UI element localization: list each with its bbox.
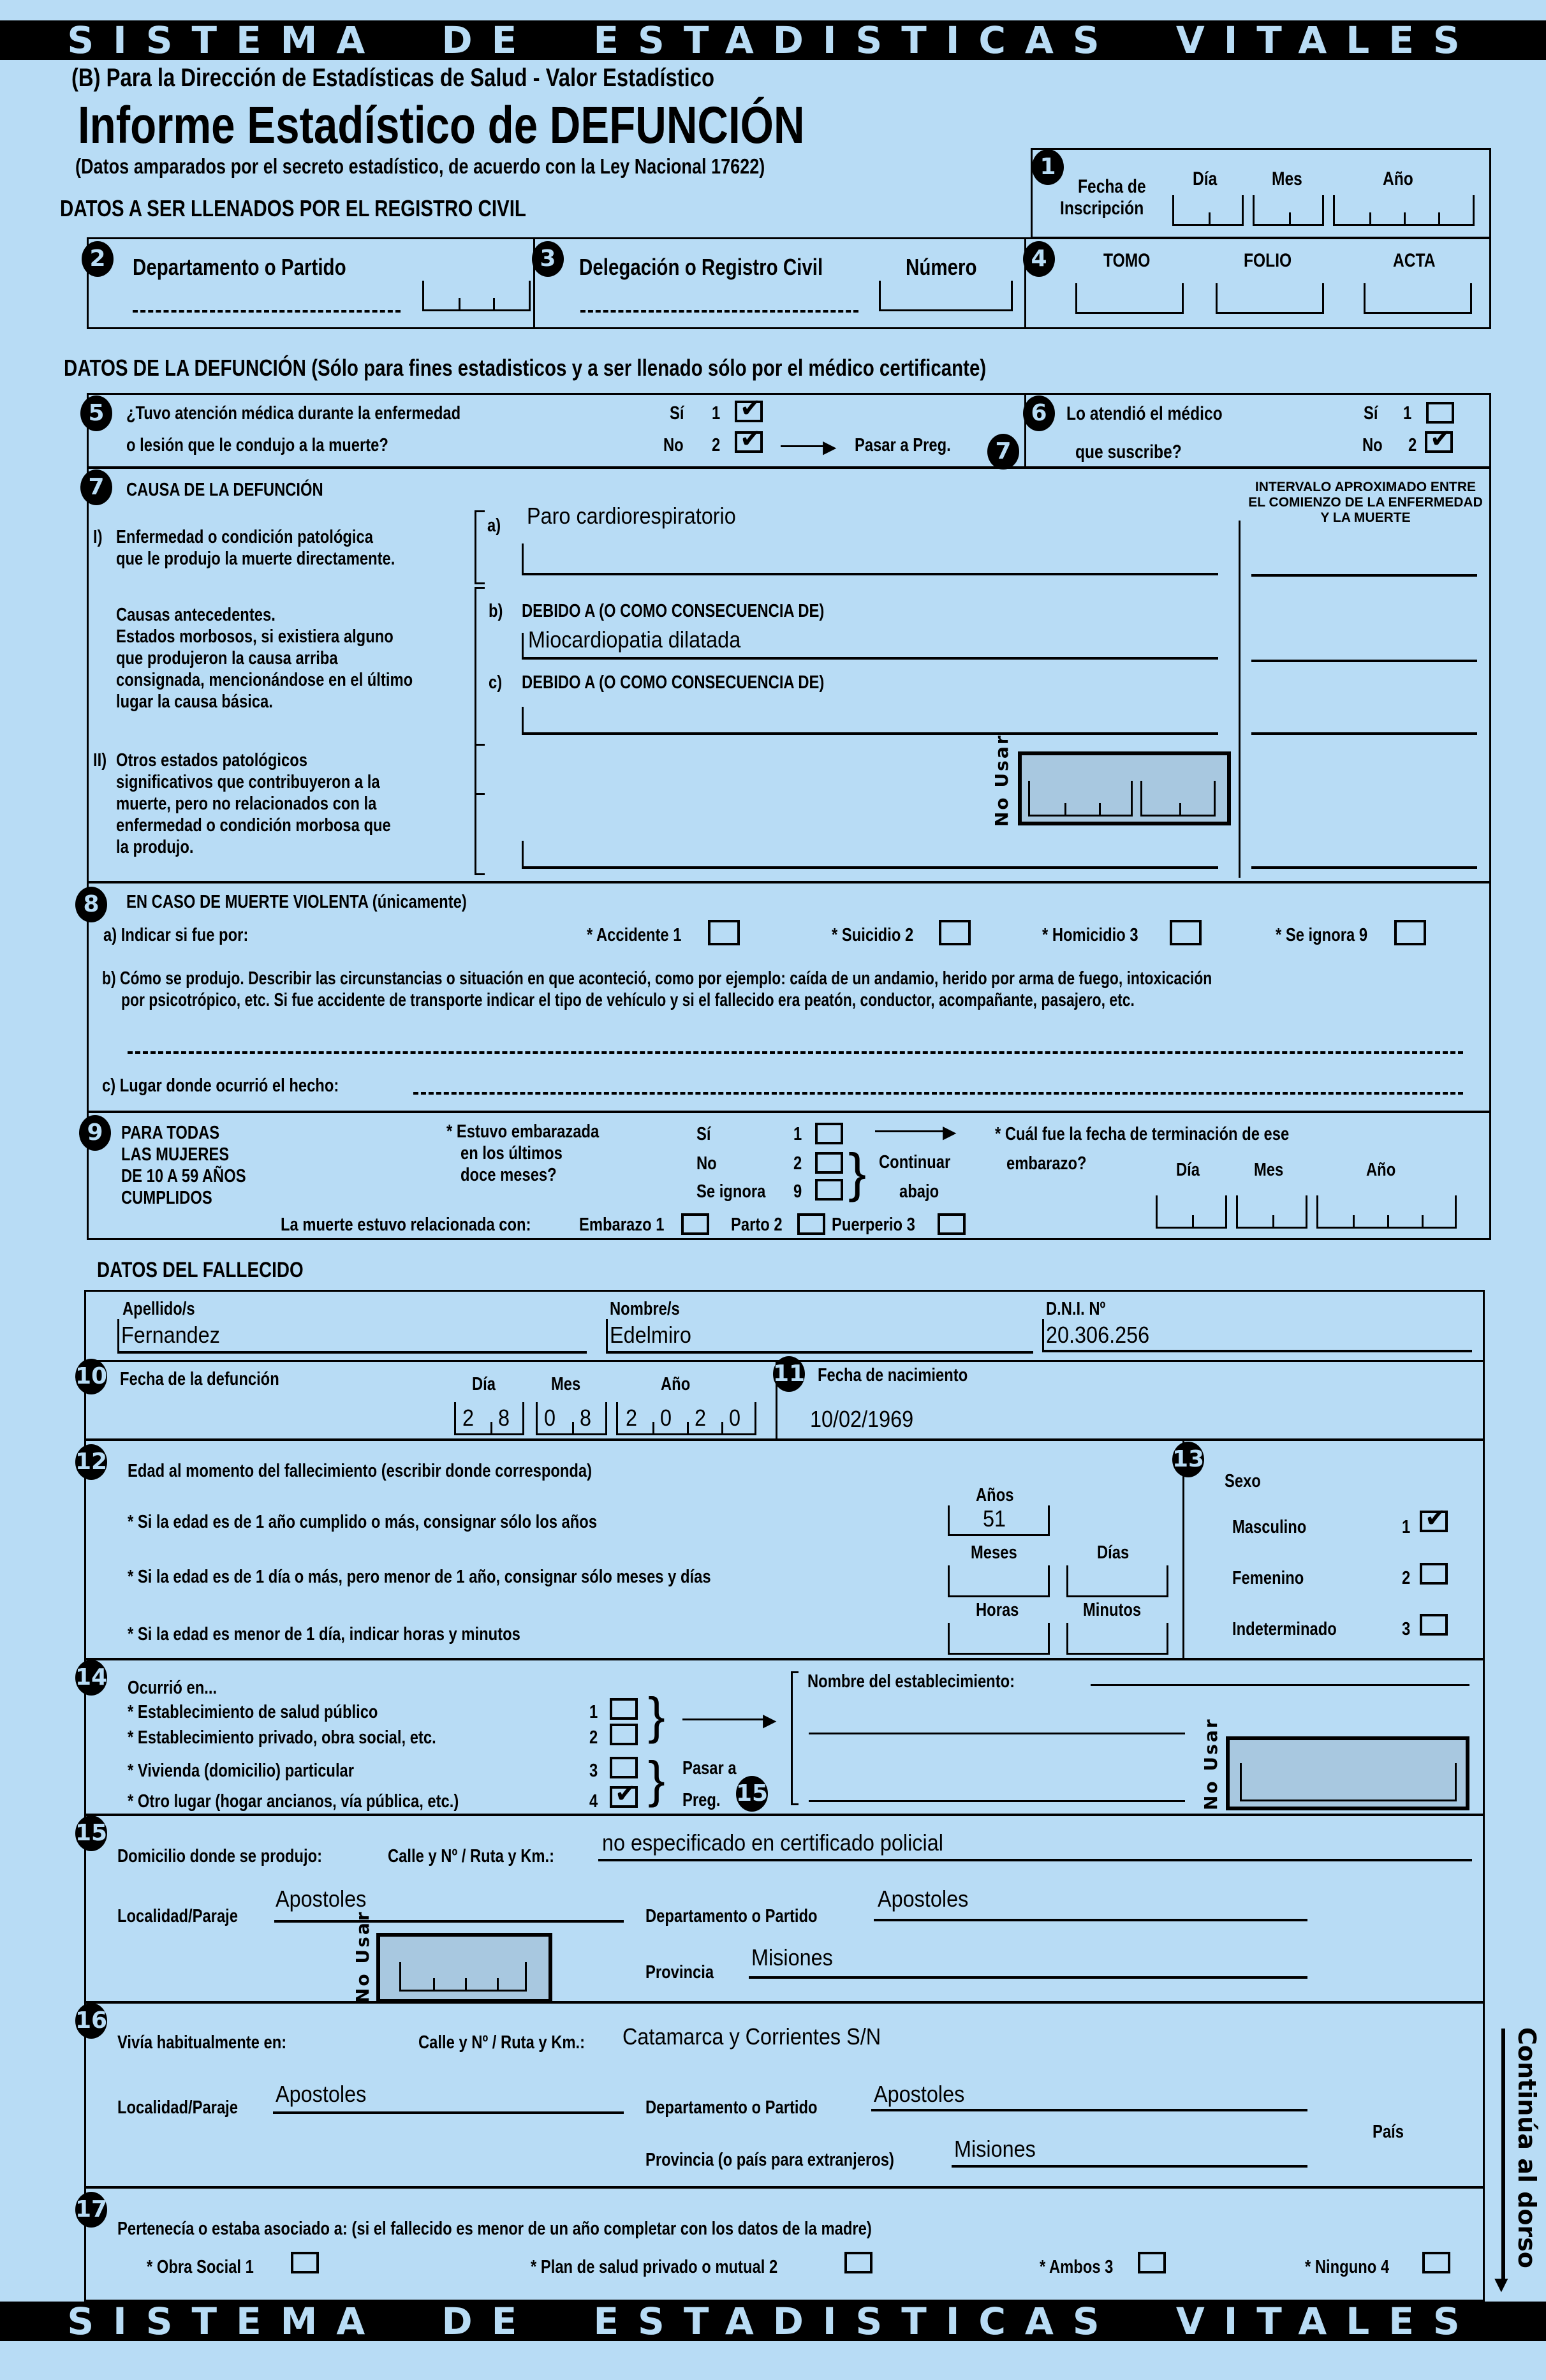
defuncion-anio-label: Año [661, 1374, 691, 1394]
plan-salud-checkbox[interactable] [844, 2252, 872, 2273]
part-2-text-3: muerte, pero no relacionados con la [116, 794, 377, 814]
femenino-code: 2 [1402, 1568, 1411, 1588]
minutos-input[interactable] [1066, 1623, 1168, 1655]
interval-a-input[interactable] [1251, 574, 1477, 577]
q9-mes-input[interactable] [1236, 1195, 1307, 1229]
calle-label: Calle y Nº / Ruta y Km.: [388, 1846, 555, 1866]
q5-si-checkbox[interactable] [735, 401, 763, 422]
accidente-label: * Accidente 1 [587, 925, 682, 945]
femenino-checkbox[interactable] [1420, 1563, 1448, 1585]
interval-b-input[interactable] [1251, 660, 1477, 662]
atendio-medico-question-1: Lo atendió el médico [1066, 403, 1223, 424]
section-number-12: 12 [75, 1444, 107, 1480]
section-number-16: 16 [75, 2003, 107, 2039]
ninguno-checkbox[interactable] [1422, 2252, 1450, 2273]
mes-label: Mes [1272, 168, 1302, 189]
cause-b-value[interactable]: Miocardiopatia dilatada [528, 626, 741, 653]
digit: 2 [695, 1405, 707, 1431]
fecha-defuncion-label: Fecha de la defunción [120, 1369, 279, 1389]
parto-checkbox[interactable] [797, 1213, 825, 1235]
q5-si-label: Sí [670, 403, 684, 424]
fecha-nacimiento-value[interactable]: 10/02/1969 [810, 1406, 914, 1432]
continua-arrow-shaft [1501, 2029, 1505, 2284]
edad-instruccion-1: * Si la edad es de 1 año cumplido o más, consignar sólo los años [128, 1512, 598, 1532]
fecha-terminacion-q-2: embarazo? [1006, 1153, 1087, 1174]
antecedentes-text-2: Estados morbosos, si existiera alguno [116, 626, 394, 647]
edad-instruccion-2: * Si la edad es de 1 día o más, pero menor de 1 año, consignar sólo meses y días [128, 1567, 711, 1587]
section-number-1: 1 [1032, 149, 1064, 185]
lugar-hecho-input[interactable] [413, 1092, 1463, 1095]
indeterminado-label: Indeterminado [1232, 1619, 1337, 1639]
nombre-input[interactable] [606, 1351, 1033, 1354]
calle16-value[interactable]: Catamarca y Corrientes S/N [622, 2023, 881, 2050]
section-number-11: 11 [773, 1356, 805, 1392]
obra-social-label: * Obra Social 1 [147, 2257, 254, 2277]
arrow-head-icon: ▶ [763, 1710, 777, 1730]
opt4-code: 4 [589, 1791, 598, 1812]
q9-anio-label: Año [1366, 1160, 1396, 1180]
embarazada-q-1: * Estuvo embarazada [446, 1121, 600, 1142]
brace-icon: } [648, 1687, 665, 1744]
localidad-input[interactable] [274, 1920, 624, 1923]
bracket-a [475, 510, 485, 584]
delegacion-label: Delegación o Registro Civil [579, 254, 823, 280]
acta-label: ACTA [1393, 250, 1436, 271]
inscripcion-mes-input[interactable] [1253, 195, 1324, 226]
bottom-banner: SISTEMA DE ESTADISTICAS VITALES [0, 2302, 1546, 2341]
opt3-code: 3 [589, 1761, 598, 1781]
arrow-head-icon: ▶ [823, 437, 837, 457]
section-number-15: 15 [75, 1815, 107, 1851]
section-number-7: 7 [80, 469, 112, 505]
section-number-5: 5 [80, 395, 112, 431]
part-2-text-4: enfermedad o condición morbosa que [116, 815, 391, 836]
section-number-10: 10 [75, 1359, 107, 1394]
antecedentes-text-4: consignada, mencionándose en el último [116, 670, 413, 690]
embarazada-q-3: doce meses? [460, 1165, 557, 1185]
q9-si-checkbox[interactable] [815, 1123, 843, 1144]
q9-no-label: No [696, 1153, 717, 1174]
antecedentes-text-5: lugar la causa básica. [116, 691, 273, 712]
top-banner: SISTEMA DE ESTADISTICAS VITALES [0, 20, 1546, 60]
digit: 2 [462, 1405, 475, 1431]
calle-input[interactable] [598, 1859, 1472, 1861]
pais-label: País [1373, 2122, 1404, 2142]
fecha-terminacion-q-1: * Cuál fue la fecha de terminación de ese [995, 1124, 1290, 1144]
no-usar-label: No Usar [991, 734, 1012, 827]
section-number-17: 17 [75, 2192, 107, 2228]
departamento16-value[interactable]: Apostoles [874, 2081, 965, 2107]
section-number-14: 14 [75, 1660, 107, 1696]
digit: 8 [580, 1405, 592, 1431]
homicidio-label: * Homicidio 3 [1042, 925, 1138, 945]
otro-lugar-label: * Otro lugar (hogar ancianos, vía pública, etc.) [128, 1791, 459, 1812]
dni-value[interactable]: 20.306.256 [1046, 1322, 1150, 1348]
vivia-label: Vivía habitualmente en: [117, 2032, 287, 2053]
pertenecia-label: Pertenecía o estaba asociado a: (si el fallecido es menor de un año completar con los datos de la madre) [117, 2219, 872, 2239]
femenino-label: Femenino [1232, 1568, 1304, 1588]
arrow-icon [875, 1130, 945, 1132]
arrow-icon [682, 1718, 765, 1720]
departamento-codigo-input[interactable] [422, 281, 531, 311]
meses-input[interactable] [948, 1565, 1050, 1597]
edad-title: Edad al momento del fallecimiento (escribir donde corresponda) [128, 1461, 593, 1481]
establecimiento-publico-label: * Establecimiento de salud público [128, 1702, 378, 1722]
dias-label: Días [1097, 1542, 1130, 1563]
mujeres-text-3: DE 10 A 59 AÑOS [121, 1166, 246, 1186]
acta-input[interactable] [1364, 283, 1472, 314]
provincia16-value[interactable]: Misiones [954, 2136, 1036, 2162]
apellido-label: Apellido/s [122, 1299, 195, 1319]
dia-label: Día [1193, 168, 1218, 189]
datos-defuncion-heading: DATOS DE LA DEFUNCIÓN (Sólo para fines estadisticos y a ser llenado sólo por el médico certificante) [64, 355, 987, 381]
section-number-9: 9 [79, 1115, 111, 1151]
fecha-inscripcion-label-1: Fecha de [1078, 176, 1146, 197]
establecimiento-input-2[interactable] [809, 1733, 1185, 1734]
localidad-label: Localidad/Paraje [117, 1906, 239, 1926]
suicidio-checkbox[interactable] [939, 920, 971, 945]
part-2-label: II) [93, 750, 107, 771]
part-2-text-1: Otros estados patológicos [116, 750, 307, 771]
provincia16-label: Provincia (o país para extranjeros) [645, 2150, 894, 2170]
q9-si-code: 1 [793, 1124, 802, 1144]
part-1-label: I) [93, 527, 103, 547]
opt1-code: 1 [589, 1702, 598, 1722]
anios-value: 51 [983, 1505, 1006, 1532]
antecedentes-text-3: que produjeron la causa arriba [116, 648, 338, 669]
registro-civil-heading: DATOS A SER LLENADOS POR EL REGISTRO CIVIL [60, 195, 526, 221]
muerte-violenta-title: EN CASO DE MUERTE VIOLENTA (únicamente) [126, 892, 467, 912]
como-se-produjo-input[interactable] [128, 1051, 1463, 1054]
section-number-13: 13 [1172, 1442, 1204, 1477]
cause-c-heading: DEBIDO A (O COMO CONSECUENCIA DE) [522, 672, 825, 693]
tomo-label: TOMO [1103, 250, 1151, 271]
q6-no-label: No [1362, 435, 1383, 455]
localidad16-value[interactable]: Apostoles [276, 2081, 367, 2107]
defuncion-dia-input[interactable] [454, 1402, 524, 1435]
embarazo-checkbox[interactable] [681, 1213, 709, 1235]
establecimiento-privado-checkbox[interactable] [610, 1724, 638, 1745]
brace-icon: } [848, 1142, 867, 1202]
cause-b-heading: DEBIDO A (O COMO CONSECUENCIA DE) [522, 601, 825, 621]
q9-si-label: Sí [696, 1124, 711, 1144]
lugar-hecho-label: c) Lugar donde ocurrió el hecho: [102, 1075, 339, 1096]
digit: 8 [498, 1405, 510, 1431]
apellido-value[interactable]: Fernandez [121, 1322, 220, 1348]
interval-c-input[interactable] [1251, 732, 1477, 735]
part-2-text-5: la produjo. [116, 837, 194, 857]
atencion-medica-question-1: ¿Tuvo atención médica durante la enfermedad [126, 403, 461, 424]
mujeres-text-1: PARA TODAS [121, 1123, 220, 1143]
obra-social-checkbox[interactable] [291, 2252, 319, 2273]
section-number-6: 6 [1023, 395, 1055, 431]
establecimiento-input-1[interactable] [1091, 1684, 1469, 1686]
delegacion-numero-input[interactable] [879, 281, 1013, 311]
q9-ignora-label: Se ignora [696, 1181, 766, 1202]
cause-c-label: c) [489, 672, 503, 693]
intervalo-header-line-2: EL COMIENZO DE LA ENFERMEDAD [1248, 495, 1483, 510]
minutos-label: Minutos [1083, 1600, 1142, 1620]
accidente-checkbox[interactable] [708, 920, 740, 945]
pasar-a-label: Pasar a [682, 1758, 737, 1778]
homicidio-checkbox[interactable] [1170, 920, 1202, 945]
embarazada-q-2: en los últimos [460, 1143, 563, 1164]
dni-label: D.N.I. Nº [1046, 1299, 1106, 1319]
ocurrio-en-title: Ocurrió en... [128, 1678, 217, 1698]
atencion-medica-question-2: o lesión que le condujo a la muerte? [126, 435, 388, 455]
localidad-value[interactable]: Apostoles [276, 1886, 367, 1912]
no-usar-label: No Usar [1200, 1717, 1221, 1810]
no-usar-box-causa [1018, 751, 1231, 825]
cause-b-input[interactable] [522, 657, 1218, 660]
q9-no-checkbox[interactable] [815, 1152, 843, 1174]
preg-label: Preg. [682, 1790, 721, 1810]
part-2-input[interactable] [522, 866, 1218, 869]
skip-arrow-icon [781, 445, 825, 447]
q9-dia-input[interactable] [1156, 1195, 1227, 1229]
otro-lugar-checkbox[interactable] [610, 1786, 638, 1808]
departamento16-label: Departamento o Partido [645, 2097, 818, 2118]
form-title: Informe Estadístico de DEFUNCIÓN [78, 96, 805, 154]
arrow-down-icon: ▼ [1490, 2271, 1513, 2297]
vivienda-checkbox[interactable] [610, 1757, 638, 1778]
fecha-inscripcion-label-2: Inscripción [1060, 198, 1144, 219]
section-number-2: 2 [82, 241, 114, 277]
q5-skip-label: Pasar a Preg. [855, 435, 951, 455]
parto-label: Parto 2 [731, 1215, 783, 1235]
antecedentes-text-1: Causas antecedentes. [116, 605, 276, 625]
q9-ignora-checkbox[interactable] [815, 1179, 843, 1201]
edad-instruccion-3: * Si la edad es menor de 1 día, indicar horas y minutos [128, 1624, 520, 1645]
continuar-label-2: abajo [899, 1181, 939, 1202]
departamento-partido-label: Departamento o Partido [133, 254, 346, 280]
dni-input[interactable] [1042, 1350, 1472, 1352]
nombre-value[interactable]: Edelmiro [610, 1322, 691, 1348]
cause-a-value[interactable]: Paro cardiorespiratorio [527, 503, 736, 529]
folio-label: FOLIO [1244, 250, 1292, 271]
datos-fallecido-heading: DATOS DEL FALLECIDO [97, 1258, 304, 1282]
ambos-label: * Ambos 3 [1040, 2257, 1114, 2277]
departamento16-input[interactable] [871, 2109, 1307, 2111]
q5-no-code: 2 [712, 435, 721, 455]
atendio-medico-question-2: que suscribe? [1075, 441, 1182, 462]
meses-label: Meses [971, 1542, 1017, 1563]
q5-no-label: No [663, 435, 684, 455]
departamento-value[interactable]: Apostoles [878, 1886, 969, 1912]
digit: 0 [729, 1405, 741, 1431]
provincia-value[interactable]: Misiones [751, 1944, 833, 1970]
causa-defuncion-title: CAUSA DE LA DEFUNCIÓN [126, 480, 323, 500]
delegacion-input[interactable] [580, 310, 858, 313]
cause-a-label: a) [487, 515, 501, 536]
numero-label: Número [906, 254, 977, 280]
defuncion-dia-label: Día [472, 1374, 496, 1394]
q6-si-label: Sí [1364, 403, 1378, 424]
mujeres-text-4: CUMPLIDOS [121, 1188, 212, 1208]
calle16-label: Calle y Nº / Ruta y Km.: [418, 2032, 585, 2053]
section-17-cobertura [84, 2187, 1485, 2302]
bracket-establecimiento [791, 1671, 799, 1805]
continua-al-dorso-label: Continúa al dorso [1513, 2027, 1541, 2268]
interval-2-input[interactable] [1251, 866, 1477, 869]
section-number-7-ref: 7 [987, 434, 1019, 469]
brace-icon: } [648, 1751, 665, 1808]
digit: 2 [626, 1405, 638, 1431]
horas-label: Horas [976, 1600, 1019, 1620]
q9-ignora-code: 9 [793, 1181, 802, 1202]
indeterminado-code: 3 [1402, 1619, 1411, 1639]
suicidio-label: * Suicidio 2 [832, 925, 914, 945]
domicilio-label: Domicilio donde se produjo: [117, 1846, 323, 1866]
section-number-4: 4 [1023, 241, 1055, 277]
como-se-produjo-text-1: b) Cómo se produjo. Describir las circunstancias o situación en que aconteció, como por ejemplo: caída de un andamio, herido por arma de fuego, intoxicación [102, 968, 1212, 989]
anio-label: Año [1383, 168, 1413, 189]
cause-c-input[interactable] [522, 732, 1218, 735]
form-subtitle: (B) Para la Dirección de Estadísticas de Salud - Valor Estadístico [71, 64, 715, 92]
relacionada-label: La muerte estuvo relacionada con: [281, 1215, 531, 1235]
inscripcion-anio-input[interactable] [1333, 195, 1475, 226]
opt2-code: 2 [589, 1727, 598, 1748]
part-1-text-2: que le produjo la muerte directamente. [116, 549, 395, 569]
indeterminado-checkbox[interactable] [1420, 1614, 1448, 1636]
departamento-partido-input[interactable] [133, 310, 401, 313]
horas-input[interactable] [948, 1623, 1050, 1655]
establecimiento-publico-checkbox[interactable] [610, 1698, 638, 1720]
embarazo-label: Embarazo 1 [579, 1215, 665, 1235]
puerperio-checkbox[interactable] [938, 1213, 966, 1235]
indicar-si-fue-label: a) Indicar si fue por: [103, 925, 249, 945]
digit: 0 [660, 1405, 672, 1431]
intervalo-header [1241, 480, 1490, 526]
part-1-text-1: Enfermedad o condición patológica [116, 527, 373, 547]
establecimiento-input-3[interactable] [809, 1800, 1185, 1802]
como-se-produjo-text-2: por psicotrópico, etc. Si fue accidente de transporte indicar el tipo de vehículo y si el fallecido era peatón, conductor, acompañante, pasajero, etc. [121, 990, 1135, 1010]
ninguno-label: * Ninguno 4 [1305, 2257, 1390, 2277]
establecimiento-label: Nombre del establecimiento: [807, 1671, 1015, 1692]
tomo-input[interactable] [1075, 283, 1184, 314]
ambos-checkbox[interactable] [1138, 2252, 1166, 2273]
inscripcion-dia-input[interactable] [1172, 195, 1244, 226]
q9-no-code: 2 [793, 1153, 802, 1174]
digit: 0 [544, 1405, 556, 1431]
q6-no-checkbox[interactable] [1425, 431, 1453, 453]
section-number-8: 8 [75, 887, 107, 922]
fecha-nacimiento-label: Fecha de nacimiento [818, 1365, 968, 1386]
cause-a-input[interactable] [522, 573, 1218, 575]
q5-si-code: 1 [712, 403, 721, 424]
q9-dia-label: Día [1176, 1160, 1200, 1180]
cause-b-label: b) [489, 601, 503, 621]
bracket-ii [475, 744, 485, 875]
form-legal-note: (Datos amparados por el secreto estadístico, de acuerdo con la Ley Nacional 17622) [75, 154, 765, 178]
vivienda-label: * Vivienda (domicilio) particular [128, 1761, 355, 1781]
se-ignora-checkbox[interactable] [1394, 920, 1426, 945]
localidad16-input[interactable] [273, 2111, 624, 2114]
continuar-label-1: Continuar [879, 1152, 951, 1172]
defuncion-anio-input[interactable] [616, 1402, 756, 1435]
nombre-label: Nombre/s [610, 1299, 680, 1319]
intervalo-header-line-1: INTERVALO APROXIMADO ENTRE [1255, 480, 1476, 494]
plan-salud-label: * Plan de salud privado o mutual 2 [531, 2257, 778, 2277]
q9-mes-label: Mes [1254, 1160, 1284, 1180]
masculino-code: 1 [1402, 1517, 1411, 1537]
folio-input[interactable] [1216, 283, 1324, 314]
q5-no-checkbox[interactable] [735, 431, 763, 453]
q6-si-checkbox[interactable] [1426, 402, 1454, 424]
calle-value[interactable]: no especificado en certificado policial [602, 1829, 943, 1856]
intervalo-header-line-3: Y LA MUERTE [1320, 510, 1411, 525]
defuncion-mes-label: Mes [551, 1374, 581, 1394]
provincia-label: Provincia [645, 1962, 714, 1983]
sexo-title: Sexo [1225, 1471, 1261, 1491]
defuncion-mes-input[interactable] [536, 1402, 607, 1435]
no-usar-box-establecimiento [1226, 1736, 1469, 1810]
dias-input[interactable] [1066, 1565, 1168, 1597]
mujeres-text-2: LAS MUJERES [121, 1144, 230, 1165]
se-ignora-label: * Se ignora 9 [1276, 925, 1368, 945]
establecimiento-privado-label: * Establecimiento privado, obra social, etc. [128, 1727, 436, 1748]
apellido-input[interactable] [117, 1351, 587, 1354]
puerperio-label: Puerperio 3 [832, 1215, 915, 1235]
part-2-text-2: significativos que contribuyeron a la [116, 772, 380, 792]
provincia16-input[interactable] [952, 2165, 1307, 2168]
departamento-input[interactable] [874, 1919, 1307, 1921]
q9-anio-input[interactable] [1316, 1195, 1457, 1229]
provincia-input[interactable] [749, 1976, 1307, 1979]
section-number-3: 3 [532, 241, 564, 277]
masculino-checkbox[interactable] [1420, 1511, 1448, 1532]
no-usar-box-domicilio [376, 1933, 552, 2003]
q6-si-code: 1 [1403, 403, 1412, 424]
anios-input[interactable] [948, 1505, 1050, 1536]
localidad16-label: Localidad/Paraje [117, 2097, 239, 2118]
departamento-label: Departamento o Partido [645, 1906, 818, 1926]
q6-no-code: 2 [1408, 435, 1417, 455]
section-number-15-ref: 15 [736, 1776, 768, 1812]
anios-label: Años [976, 1485, 1014, 1505]
no-usar-label: No Usar [352, 1910, 373, 2003]
masculino-label: Masculino [1232, 1517, 1307, 1537]
arrow-head-icon: ▶ [943, 1122, 957, 1142]
